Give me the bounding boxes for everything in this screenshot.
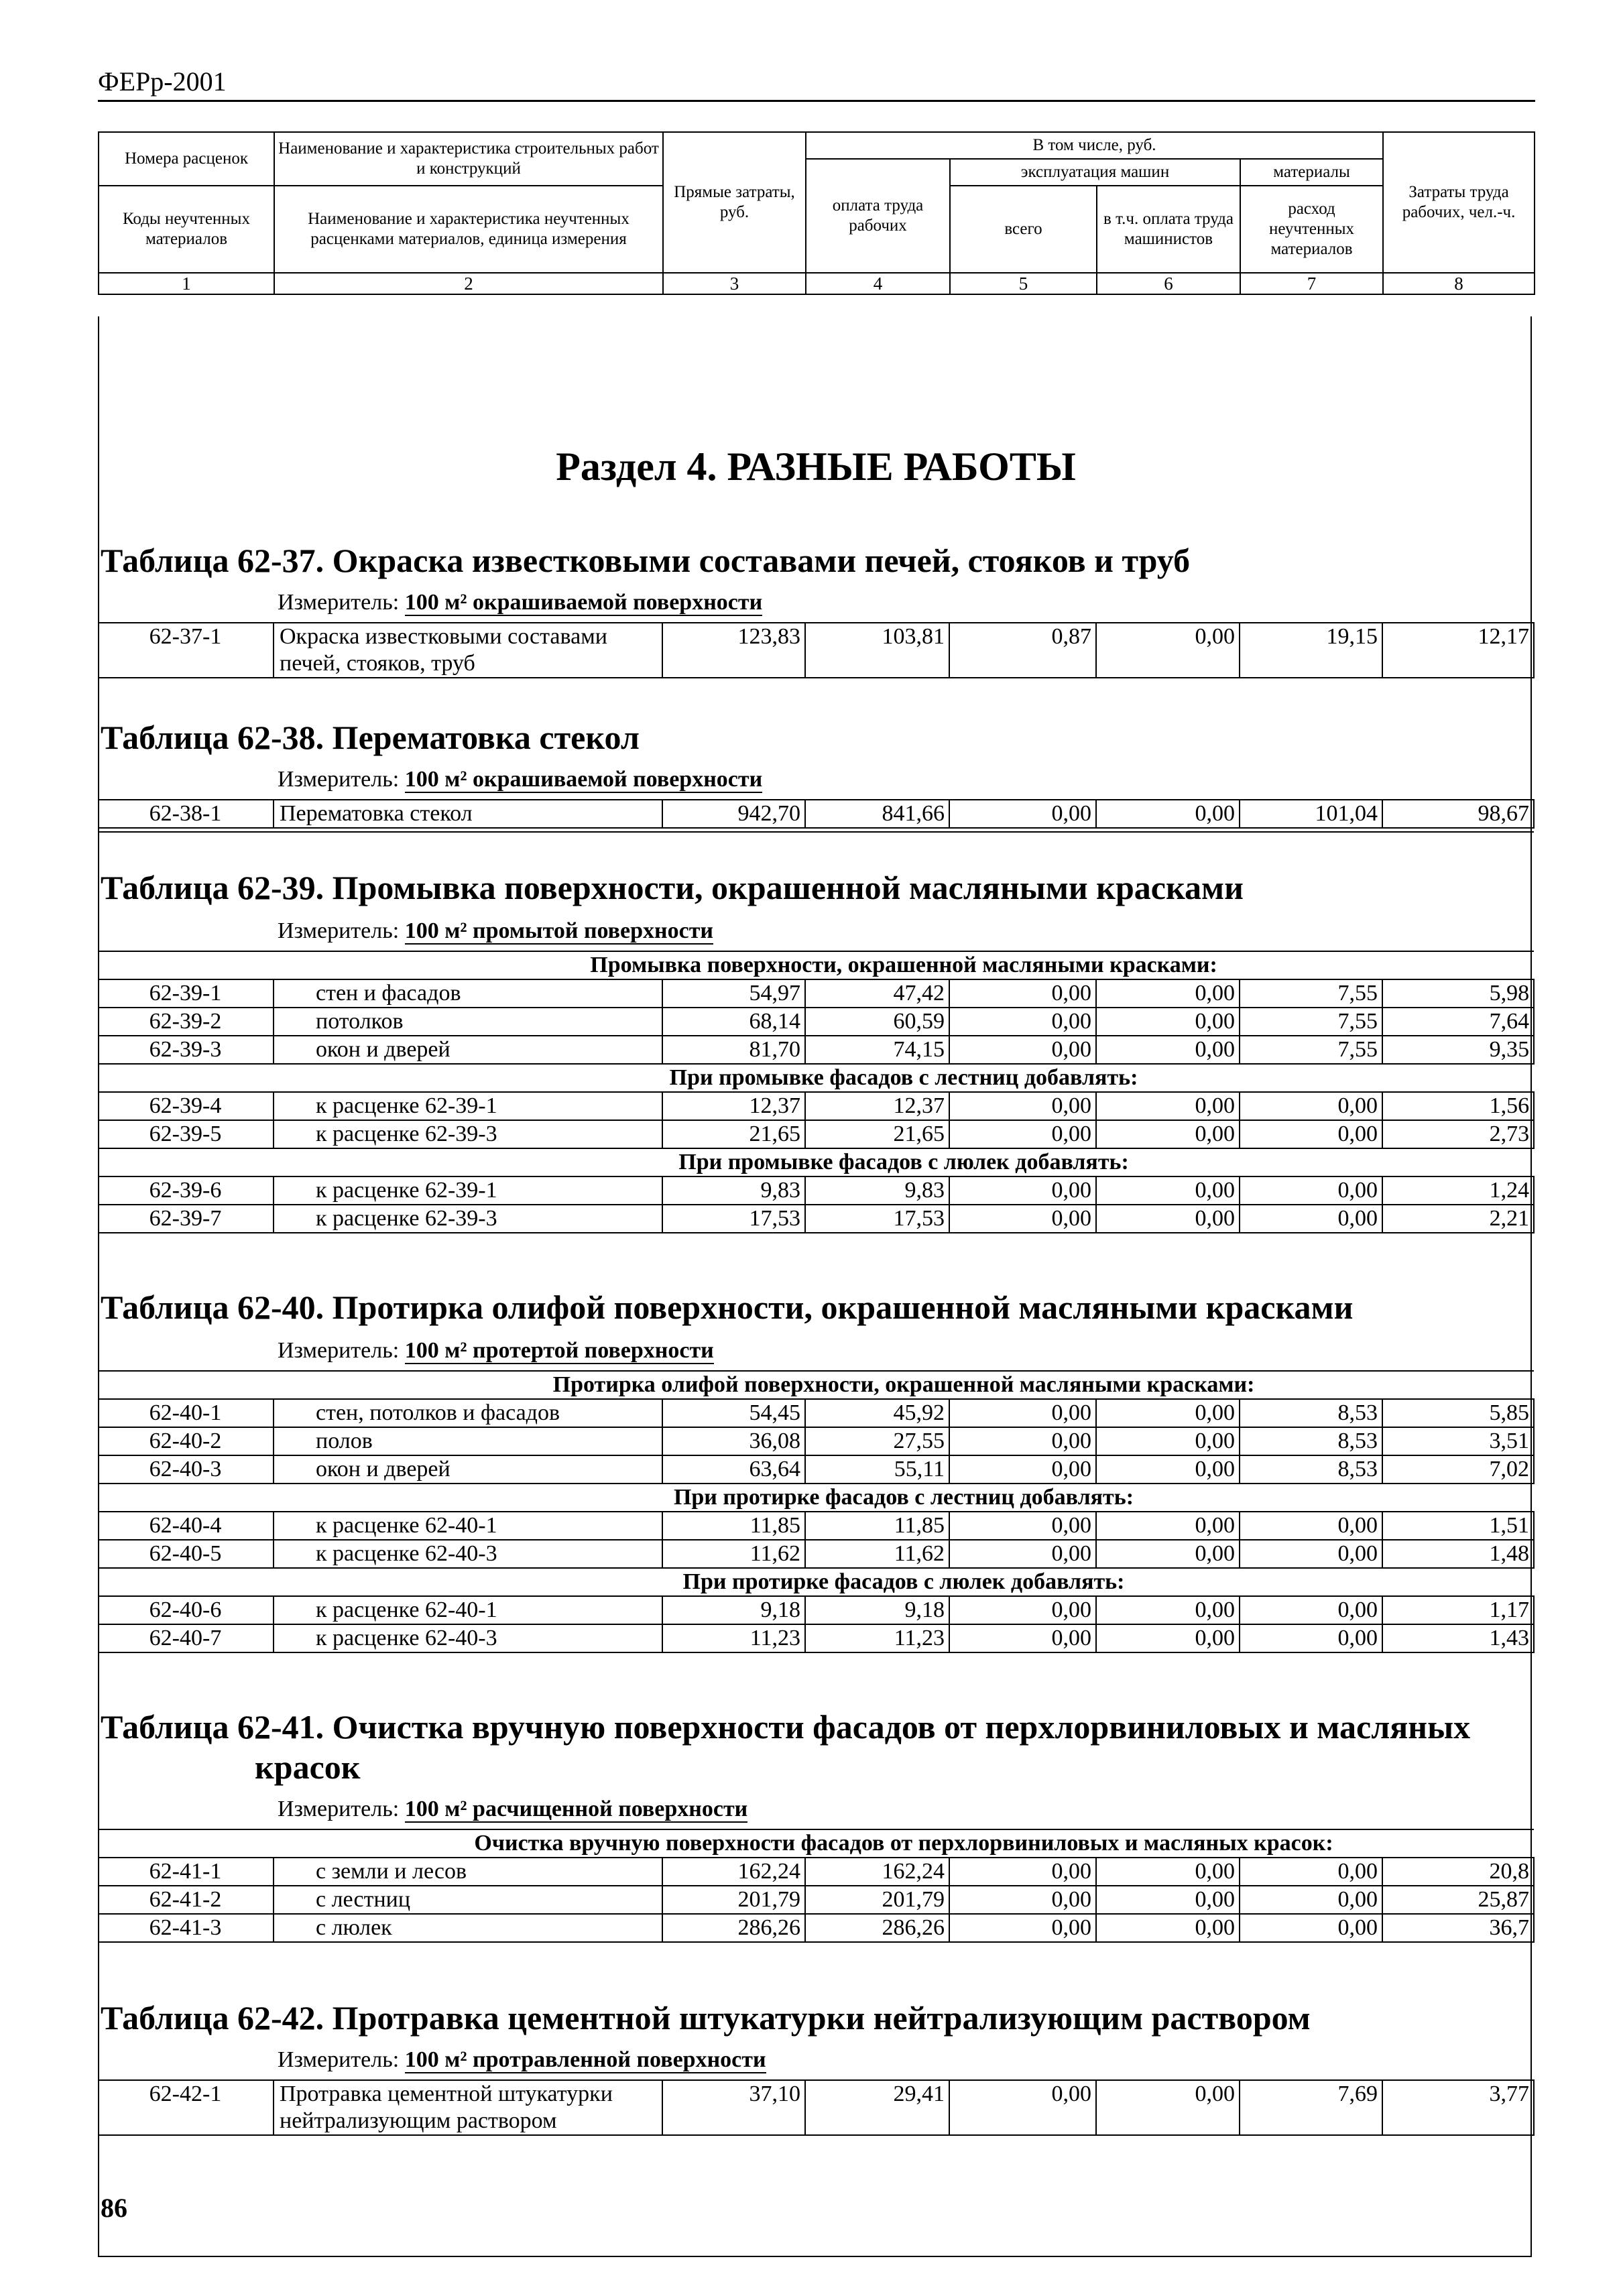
table-row: 62-40-1 стен, потолков и фасадов 54,45 45,92 0,00 0,00 8,53 5,85 — [98, 1399, 1534, 1427]
col-num-5: 5 — [950, 273, 1097, 294]
col-name-top: Наименование и характеристика строительных работ и конструкций — [274, 132, 663, 186]
divider — [98, 831, 1534, 833]
col-num-2: 2 — [274, 273, 663, 294]
table-row: 62-39-1 стен и фасадов 54,97 47,42 0,00 0,00 7,55 5,98 — [98, 979, 1534, 1008]
value-direct: 37,10 — [662, 2080, 805, 2135]
table-row: 62-40-3 окон и дверей 63,64 55,11 0,00 0,00 8,53 7,02 — [98, 1455, 1534, 1484]
table-title-62-37: Таблица 62-37. Окраска известковыми составами печей, стояков и труб — [101, 542, 1191, 579]
col-num-8: 8 — [1383, 273, 1535, 294]
value-labor: 29,41 — [805, 2080, 949, 2135]
measure-62-41: Измеритель: 100 м² расчищенной поверхности — [278, 1797, 748, 1821]
table-title-62-38: Таблица 62-38. Перематовка стекол — [101, 719, 640, 756]
col-materials: материалы — [1240, 159, 1383, 186]
table-row: 62-39-4 к расценке 62-39-1 12,37 12,37 0,00 0,00 0,00 1,56 — [98, 1092, 1534, 1120]
measure-62-39: Измеритель: 100 м² промытой поверхности — [278, 918, 714, 943]
value-mach-labor: 0,00 — [1096, 623, 1240, 678]
value-mach-total: 0,87 — [949, 623, 1096, 678]
table-62-40 — [98, 1370, 1535, 1653]
rate-name: Протравка цементной штукатурки нейтрализующим раствором — [274, 2080, 662, 2135]
table-row — [98, 623, 1534, 678]
table-row: 62-41-1 с земли и лесов 162,24 162,24 0,00 0,00 0,00 20,8 — [98, 1858, 1534, 1886]
col-num-7: 7 — [1240, 273, 1383, 294]
running-header — [98, 66, 1535, 102]
table-row: 62-40-2 полов 36,08 27,55 0,00 0,00 8,53 3,51 — [98, 1427, 1534, 1455]
table-row: 62-39-7 к расценке 62-39-3 17,53 17,53 0,00 0,00 0,00 2,21 — [98, 1205, 1534, 1233]
table-row: 62-40-6 к расценке 62-40-1 9,18 9,18 0,00 0,00 0,00 1,17 — [98, 1596, 1534, 1624]
table-row: 62-41-3 с люлек 286,26 286,26 0,00 0,00 0,00 36,7 — [98, 1914, 1534, 1942]
value-materials: 101,04 — [1240, 800, 1382, 828]
table-row: 62-40-5 к расценке 62-40-3 11,62 11,62 0,00 0,00 0,00 1,48 — [98, 1540, 1534, 1568]
table-title-62-40: Таблица 62-40. Протирка олифой поверхности, окрашенной масляными красками — [101, 1288, 1354, 1326]
group-heading: При промывке фасадов с люлек добавлять: — [98, 1148, 1534, 1176]
col-code-bottom: Коды неучтенных материалов — [99, 186, 274, 273]
table-62-38 — [98, 799, 1535, 829]
value-labor: 103,81 — [805, 623, 949, 678]
measure-62-37: Измеритель: 100 м² окрашиваемой поверхности — [278, 590, 763, 615]
value-direct: 942,70 — [662, 800, 805, 828]
doc-code: ФЕРр-2001 — [98, 66, 227, 97]
value-materials: 7,69 — [1240, 2080, 1382, 2135]
col-direct: Прямые затраты, руб. — [663, 132, 806, 273]
col-mach-total: всего — [950, 186, 1097, 273]
table-row — [98, 2080, 1534, 2135]
value-mach-total: 0,00 — [949, 2080, 1096, 2135]
value-materials: 19,15 — [1240, 623, 1382, 678]
table-row: 62-40-7 к расценке 62-40-3 11,23 11,23 0,00 0,00 0,00 1,43 — [98, 1624, 1534, 1652]
table-62-41 — [98, 1829, 1535, 1943]
value-labor: 841,66 — [805, 800, 949, 828]
col-labor: оплата труда рабочих — [806, 159, 950, 273]
table-row — [98, 800, 1534, 828]
col-mat-cons: расход неучтенных материалов — [1240, 186, 1383, 273]
rate-code: 62-38-1 — [98, 800, 274, 828]
table-title-62-41: Таблица 62-41. Очистка вручную поверхности фасадов от перхлорвиниловых и масляных красок — [101, 1708, 1471, 1786]
value-direct: 123,83 — [662, 623, 805, 678]
col-num-6: 6 — [1097, 273, 1240, 294]
group-heading: Протирка олифой поверхности, окрашенной масляными красками: — [98, 1371, 1534, 1399]
group-heading: При промывке фасадов с лестниц добавлять: — [98, 1064, 1534, 1092]
group-heading: При протирке фасадов с люлек добавлять: — [98, 1568, 1534, 1596]
col-num-4: 4 — [806, 273, 950, 294]
col-code-top: Номера расценок — [99, 132, 274, 186]
table-title-62-39: Таблица 62-39. Промывка поверхности, окрашенной масляными красками — [101, 869, 1244, 906]
rate-code: 62-42-1 — [98, 2080, 274, 2135]
table-title-62-42: Таблица 62-42. Протравка цементной штукатурки нейтрализующим раствором — [101, 1999, 1311, 2037]
col-mach-labor: в т.ч. оплата труда машинистов — [1097, 186, 1240, 273]
table-62-42 — [98, 2079, 1535, 2136]
col-num-3: 3 — [663, 273, 806, 294]
section-title: Раздел 4. РАЗНЫЕ РАБОТЫ — [556, 444, 1076, 489]
rate-code: 62-37-1 — [98, 623, 274, 678]
rate-name: Окраска известковыми составами печей, стояков, труб — [274, 623, 662, 678]
page-number: 86 — [101, 2193, 127, 2223]
col-workers: Затраты труда рабочих, чел.-ч. — [1383, 132, 1535, 273]
table-62-39 — [98, 951, 1535, 1233]
table-row: 62-39-3 окон и дверей 81,70 74,15 0,00 0,00 7,55 9,35 — [98, 1036, 1534, 1064]
group-heading: Промывка поверхности, окрашенной масляными красками: — [98, 951, 1534, 979]
measure-62-42: Измеритель: 100 м² протравленной поверхности — [278, 2047, 766, 2072]
column-header-table — [98, 131, 1535, 295]
value-workers: 3,77 — [1382, 2080, 1534, 2135]
measure-62-40: Измеритель: 100 м² протертой поверхности — [278, 1338, 714, 1363]
table-row: 62-39-2 потолков 68,14 60,59 0,00 0,00 7,55 7,64 — [98, 1008, 1534, 1036]
group-heading: При протирке фасадов с лестниц добавлять: — [98, 1484, 1534, 1512]
rate-name: Перематовка стекол — [274, 800, 662, 828]
col-machines: эксплуатация машин — [950, 159, 1240, 186]
value-mach-labor: 0,00 — [1096, 800, 1240, 828]
table-row: 62-41-2 с лестниц 201,79 201,79 0,00 0,00 0,00 25,87 — [98, 1886, 1534, 1914]
col-name-bottom: Наименование и характеристика неучтенных расценками материалов, единица измерения — [274, 186, 663, 273]
table-row: 62-40-4 к расценке 62-40-1 11,85 11,85 0,00 0,00 0,00 1,51 — [98, 1512, 1534, 1540]
value-workers: 12,17 — [1382, 623, 1534, 678]
table-62-37 — [98, 622, 1535, 678]
value-mach-labor: 0,00 — [1096, 2080, 1240, 2135]
value-workers: 98,67 — [1382, 800, 1534, 828]
group-heading: Очистка вручную поверхности фасадов от перхлорвиниловых и масляных красок: — [98, 1829, 1534, 1858]
table-row: 62-39-6 к расценке 62-39-1 9,83 9,83 0,00 0,00 0,00 1,24 — [98, 1176, 1534, 1205]
measure-62-38: Измеритель: 100 м² окрашиваемой поверхности — [278, 767, 763, 792]
table-row: 62-39-5 к расценке 62-39-3 21,65 21,65 0,00 0,00 0,00 2,73 — [98, 1120, 1534, 1148]
value-mach-total: 0,00 — [949, 800, 1096, 828]
col-num-1: 1 — [99, 273, 274, 294]
col-including: В том числе, руб. — [806, 132, 1383, 159]
